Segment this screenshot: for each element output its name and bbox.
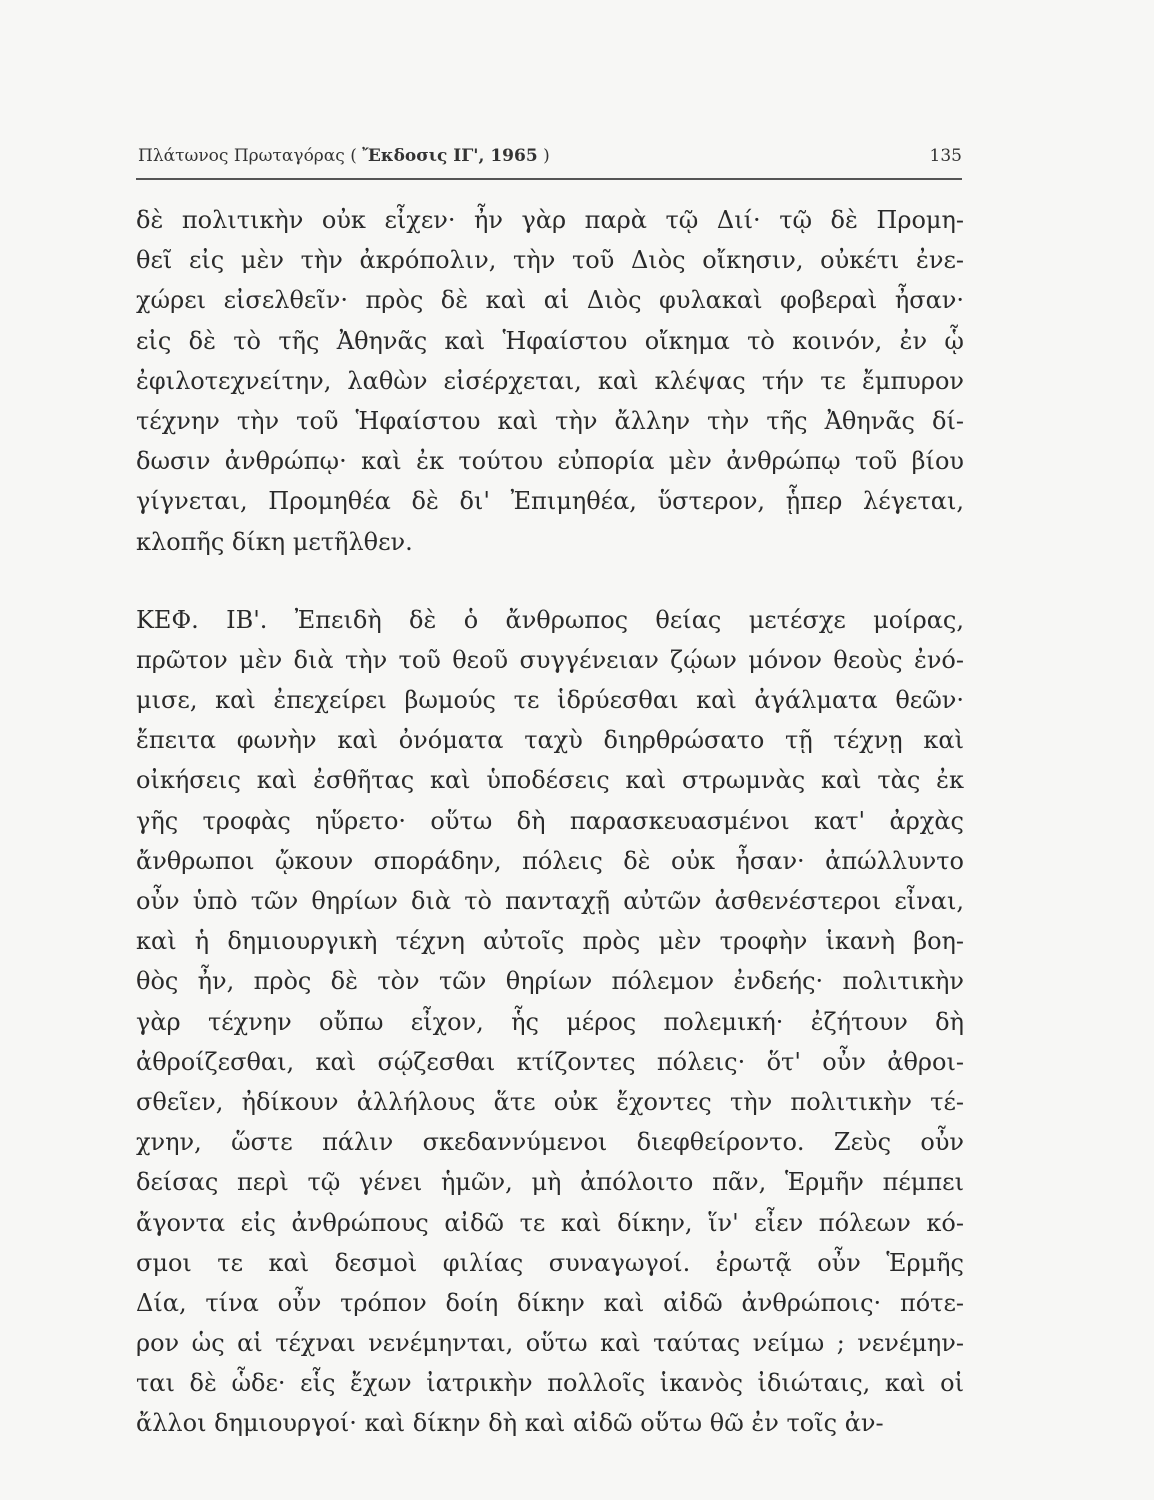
paragraph xyxy=(136,600,964,1444)
text-line: ΚΕΦ. ΙΒ'. Ἐπειδὴ δὲ ὁ ἄνθρωπος θείας μετέσχε μοίρας, xyxy=(136,605,964,634)
header-rule xyxy=(136,178,962,180)
text-line: δὲ πολιτικὴν οὐκ εἶχεν· ἦν γὰρ παρὰ τῷ Διί· τῷ δὲ Προμη- xyxy=(136,206,964,234)
text-line: θὸς ἦν, πρὸς δὲ τὸν τῶν θηρίων πόλεμον ἐνδεής· πολιτικὴν xyxy=(136,967,964,996)
header-title-prefix: Πλάτωνος Πρωταγόρας ( xyxy=(138,146,363,166)
text-line: εἰς δὲ τὸ τῆς Ἀθηνᾶς καὶ Ἡφαίστου οἴκημα τὸ κοινόν, ἐν ᾧ xyxy=(136,326,964,355)
main-text xyxy=(136,200,964,1444)
text-line: θεῖ εἰς μὲν τὴν ἀκρόπολιν, τὴν τοῦ Διὸς οἴκησιν, οὐκέτι ἐνε- xyxy=(136,246,964,275)
text-line: ἔπειτα φωνὴν καὶ ὀνόματα ταχὺ διηρθρώσατο τῇ τέχνῃ καὶ xyxy=(136,726,964,755)
paragraph xyxy=(136,200,964,562)
text-line: ἀθροίζεσθαι, καὶ σῴζεσθαι κτίζοντες πόλεις· ὅτ' οὖν ἀθροι- xyxy=(136,1047,964,1076)
text-line: χώρει εἰσελθεῖν· πρὸς δὲ καὶ αἱ Διὸς φυλακαὶ φοβεραὶ ἦσαν· xyxy=(136,286,964,315)
running-header xyxy=(138,142,962,172)
text-line: ἄλλοι δημιουργοί· καὶ δίκην δὴ καὶ αἰδῶ οὕτω θῶ ἐν τοῖς ἀν- xyxy=(136,1409,884,1438)
text-line: γίγνεται, Προμηθέα δὲ δι' Ἐπιμηθέα, ὕστερον, ᾗπερ λέγεται, xyxy=(136,487,964,516)
text-line: ἐφιλοτεχνείτην, λαθὼν εἰσέρχεται, καὶ κλέψας τήν τε ἔμπυρον xyxy=(136,366,964,395)
text-line: πρῶτον μὲν διὰ τὴν τοῦ θεοῦ συγγένειαν ζῴων μόνον θεοὺς ἐνό- xyxy=(136,645,964,674)
text-line: μισε, καὶ ἐπεχείρει βωμούς τε ἱδρύεσθαι καὶ ἀγάλματα θεῶν· xyxy=(136,686,964,715)
text-line: οὖν ὑπὸ τῶν θηρίων διὰ τὸ πανταχῇ αὐτῶν ἀσθενέστεροι εἶναι, xyxy=(136,887,964,915)
text-line: οἰκήσεις καὶ ἐσθῆτας καὶ ὑποδέσεις καὶ στρωμνὰς καὶ τὰς ἐκ xyxy=(136,766,964,795)
text-line: καὶ ἡ δημιουργικὴ τέχνη αὐτοῖς πρὸς μὲν τροφὴν ἱκανὴ βοη- xyxy=(136,927,964,956)
page-number: 135 xyxy=(929,146,962,166)
text-line: Δία, τίνα οὖν τρόπον δοίη δίκην καὶ αἰδῶ ἀνθρώποις· πότε- xyxy=(136,1288,964,1317)
text-line: ἄνθρωποι ᾤκουν σποράδην, πόλεις δὲ οὐκ ἦσαν· ἀπώλλυντο xyxy=(136,846,964,875)
header-edition: Ἔκδοσις ΙΓ', 1965 xyxy=(362,146,538,166)
text-line: ἄγοντα εἰς ἀνθρώπους αἰδῶ τε καὶ δίκην, ἵν' εἶεν πόλεων κό- xyxy=(136,1208,964,1237)
text-line: δείσας περὶ τῷ γένει ἡμῶν, μὴ ἀπόλοιτο πᾶν, Ἑρμῆν πέμπει xyxy=(136,1168,964,1197)
paragraph-gap xyxy=(136,562,964,600)
text-line: κλοπῆς δίκη μετῆλθεν. xyxy=(136,527,413,556)
text-line: γὰρ τέχνην οὔπω εἶχον, ἧς μέρος πολεμική· ἐζήτουν δὴ xyxy=(136,1007,964,1036)
running-header-title xyxy=(138,146,550,166)
text-line: δωσιν ἀνθρώπῳ· καὶ ἐκ τούτου εὐπορία μὲν ἀνθρώπῳ τοῦ βίου xyxy=(136,447,964,476)
text-line: σθεῖεν, ἠδίκουν ἀλλήλους ἅτε οὐκ ἔχοντες τὴν πολιτικὴν τέ- xyxy=(136,1087,964,1116)
text-line: γῆς τροφὰς ηὕρετο· οὕτω δὴ παρασκευασμένοι κατ' ἀρχὰς xyxy=(136,806,964,835)
text-line: ρον ὡς αἱ τέχναι νενέμηνται, οὕτω καὶ ταύτας νείμω ; νενέμην- xyxy=(136,1329,964,1358)
text-line: τέχνην τὴν τοῦ Ἡφαίστου καὶ τὴν ἄλλην τὴν τῆς Ἀθηνᾶς δί- xyxy=(136,406,964,435)
text-line: σμοι τε καὶ δεσμοὶ φιλίας συναγωγοί. ἐρωτᾷ οὖν Ἑρμῆς xyxy=(136,1248,964,1277)
text-line: χνην, ὥστε πάλιν σκεδαννύμενοι διεφθείροντο. Ζεὺς οὖν xyxy=(136,1128,964,1157)
text-line: ται δὲ ὧδε· εἷς ἔχων ἰατρικὴν πολλοῖς ἱκανὸς ἰδιώταις, καὶ οἱ xyxy=(136,1369,964,1398)
header-title-suffix: ) xyxy=(537,146,550,166)
